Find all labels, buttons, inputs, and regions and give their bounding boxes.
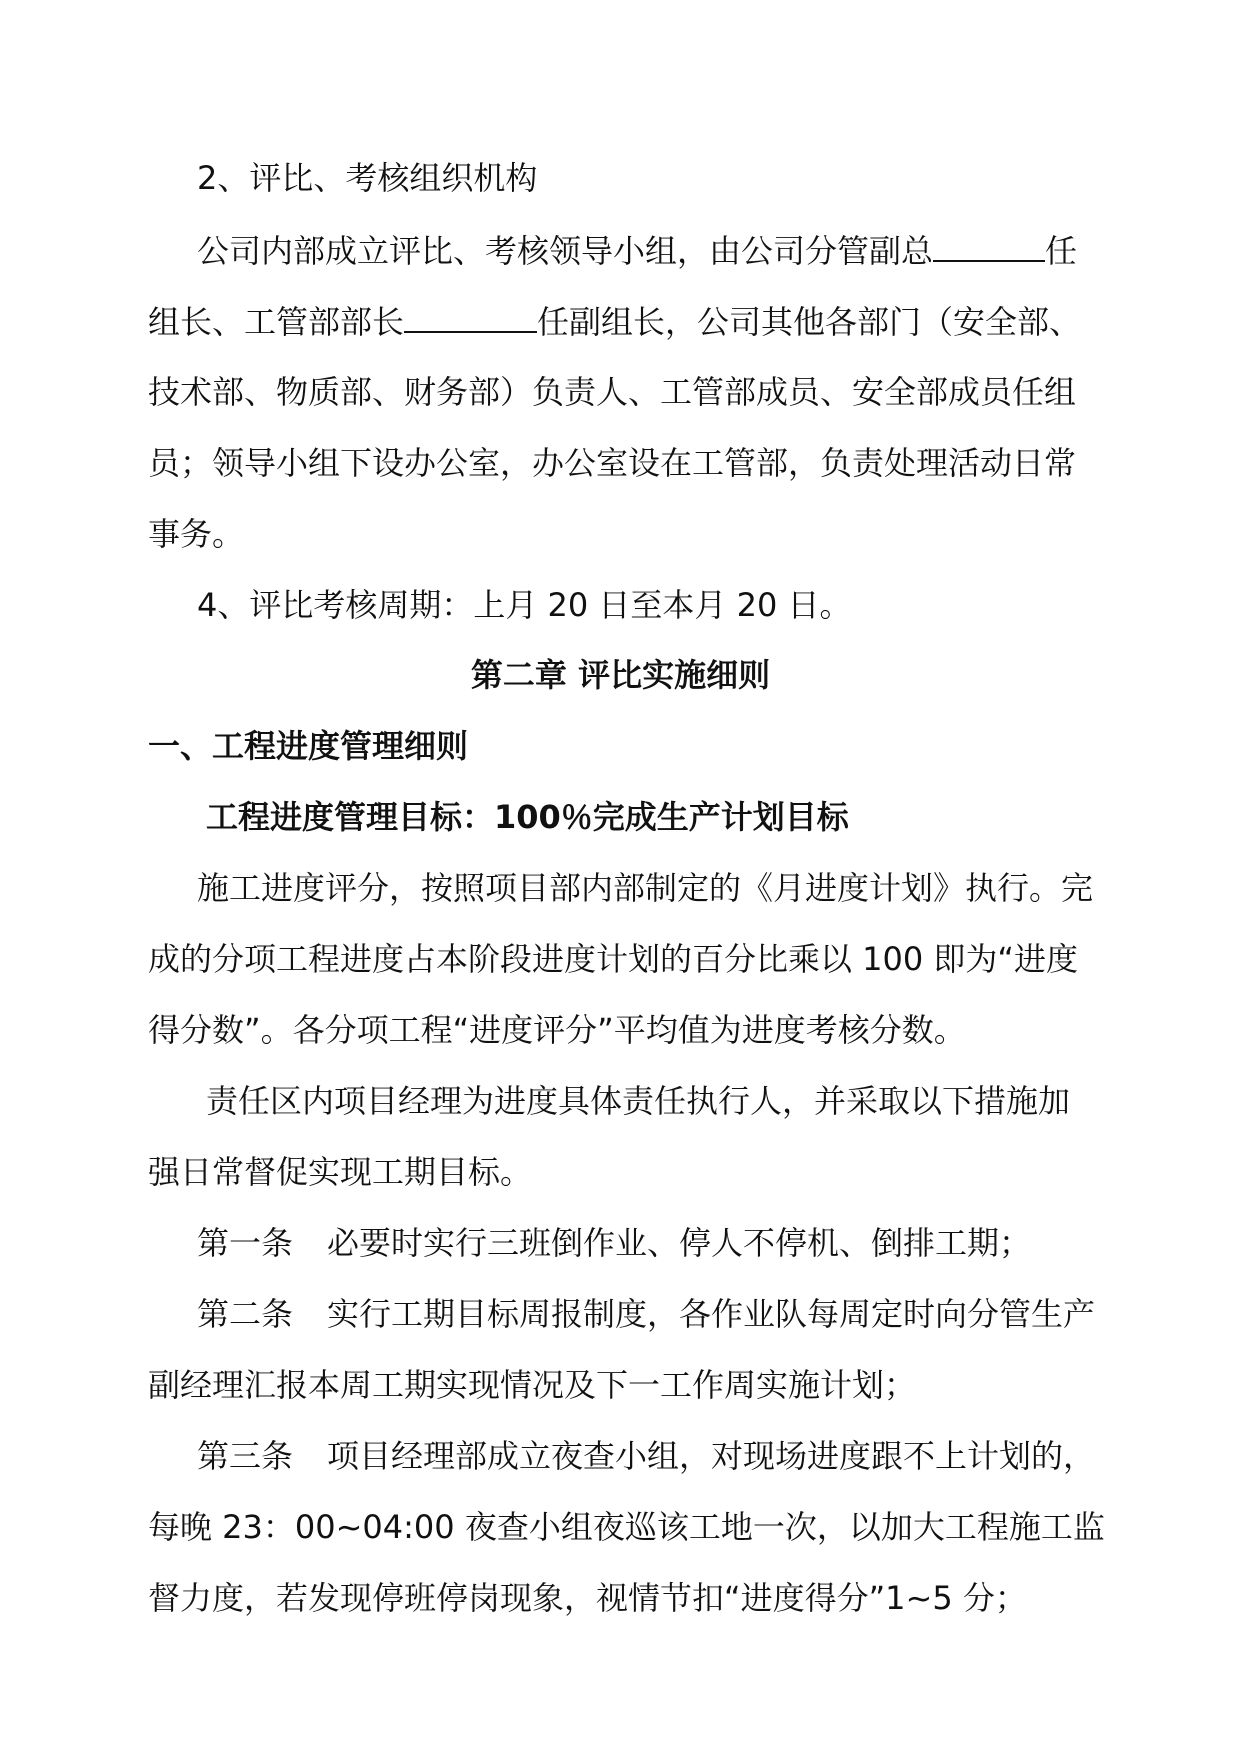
article-1-text: 必要时实行三班倒作业、停人不停机、倒排工期； [327, 1224, 1032, 1262]
score-paragraph-line-3: 得分数”。各分项工程“进度评分”平均值为进度考核分数。 [148, 1011, 966, 1049]
org-paragraph-line-1 [197, 230, 1077, 271]
blank-dept-head [404, 301, 537, 333]
article-2-line-2: 副经理汇报本周工期实现情况及下一工作周实施计划； [148, 1366, 917, 1404]
org-text-2a: 组长、工管部部长 [148, 303, 405, 341]
org-paragraph-line-2 [148, 301, 1081, 342]
goal-heading: 工程进度管理目标：100％完成生产计划目标 [206, 798, 849, 836]
evaluation-period: 4、评比考核周期：上月 20 日至本月 20 日。 [197, 586, 852, 624]
org-paragraph-line-4: 员；领导小组下设办公室，办公室设在工管部，负责处理活动日常 [148, 444, 1077, 482]
blank-vice-president [933, 230, 1045, 262]
responsibility-paragraph-line-2: 强日常督促实现工期目标。 [148, 1153, 533, 1191]
score-paragraph-line-2: 成的分项工程进度占本阶段进度计划的百分比乘以 100 即为“进度 [148, 940, 1079, 978]
article-3-label: 第三条 [197, 1437, 294, 1475]
article-3-line-2: 每晚 23：00~04:00 夜查小组夜巡该工地一次，以加大工程施工监 [148, 1508, 1105, 1546]
article-3-line-3: 督力度，若发现停班停岗现象，视情节扣“进度得分”1~5 分； [148, 1579, 1027, 1617]
org-paragraph-line-3: 技术部、物质部、财务部）负责人、工管部成员、安全部成员任组 [148, 373, 1077, 411]
score-paragraph-line-1: 施工进度评分，按照项目部内部制定的《月进度计划》执行。完 [197, 869, 1094, 907]
article-1-label: 第一条 [197, 1224, 294, 1262]
article-2 [197, 1294, 1095, 1334]
chapter-title: 第二章 评比实施细则 [470, 656, 771, 694]
section-one-heading: 一、工程进度管理细则 [148, 727, 469, 765]
responsibility-paragraph-line-1: 责任区内项目经理为进度具体责任执行人，并采取以下措施加 [206, 1082, 1071, 1120]
article-1 [197, 1223, 1031, 1263]
article-3 [197, 1436, 1095, 1476]
section2-heading: 2、评比、考核组织机构 [197, 159, 538, 197]
org-text-2b: 任副组长，公司其他各部门（安全部、 [537, 303, 1082, 341]
article-2-text: 实行工期目标周报制度，各作业队每周定时向分管生产 [327, 1295, 1096, 1333]
org-text-1a: 公司内部成立评比、考核领导小组，由公司分管副总 [197, 232, 934, 270]
org-text-1b: 任 [1045, 232, 1078, 270]
article-3-text: 项目经理部成立夜查小组，对现场进度跟不上计划的， [327, 1437, 1096, 1475]
article-2-label: 第二条 [197, 1295, 294, 1333]
org-paragraph-line-5: 事务。 [148, 515, 245, 553]
